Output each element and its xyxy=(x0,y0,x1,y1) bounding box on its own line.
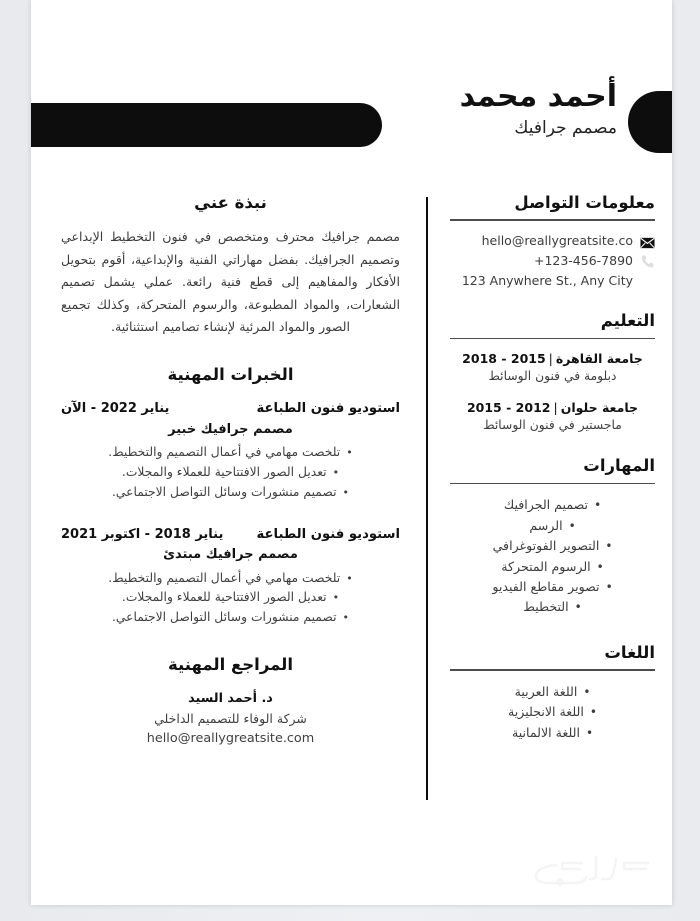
list-item: • اللغة العربية xyxy=(450,682,655,702)
resume-page xyxy=(31,0,672,905)
list-item: • اللغة الانجليزية xyxy=(450,702,655,722)
education-institution: جامعة حلوان xyxy=(560,400,639,416)
experience-role: مصمم جرافيك مبتدئ xyxy=(163,547,298,563)
list-item: • تصوير مقاطع الفيديو xyxy=(450,577,655,597)
section-about xyxy=(61,192,400,338)
experience-role: مصمم جرافيك خبير xyxy=(168,421,293,437)
experience-heading xyxy=(61,525,400,545)
references-title: المراجع المهنية xyxy=(167,655,294,675)
experience-bullets xyxy=(61,569,400,629)
reference-entry xyxy=(61,689,400,750)
candidate-role: مصمم جرافيك xyxy=(514,117,617,138)
contact-phone-row[interactable] xyxy=(450,252,655,271)
skills-rule xyxy=(450,483,655,485)
education-degree: ماجستير في فنون الوسائط xyxy=(483,418,622,433)
languages-title: اللغات xyxy=(604,642,655,662)
education-rule xyxy=(450,338,655,340)
contact-email: hello@reallygreatsite.co xyxy=(481,233,633,249)
list-item: • تعديل الصور الافتتاحية للعملاء والمجلات. xyxy=(61,463,400,483)
list-item: • تعديل الصور الافتتاحية للعملاء والمجلات. xyxy=(61,588,400,608)
candidate-name: أحمد محمد xyxy=(459,79,617,114)
education-degree: دبلومة في فنون الوسائط xyxy=(488,369,617,384)
section-languages xyxy=(450,642,655,743)
education-separator: | xyxy=(548,351,553,367)
list-item: • تصميم منشورات وسائل التواصل الاجتماعي. xyxy=(61,483,400,503)
education-heading xyxy=(450,399,655,417)
experience-organization: استوديو فنون الطباعة xyxy=(256,526,400,542)
skills-title: المهارات xyxy=(583,456,655,476)
reference-company: شركة الوفاء للتصميم الداخلي xyxy=(154,711,307,727)
education-institution: جامعة القاهرة xyxy=(555,351,643,367)
education-title: التعليم xyxy=(600,311,655,331)
experience-heading xyxy=(61,399,400,419)
languages-rule xyxy=(450,669,655,671)
resume-header xyxy=(31,0,672,175)
contact-title: معلومات التواصل xyxy=(514,193,655,212)
contact-rule xyxy=(450,219,655,221)
education-heading xyxy=(450,350,655,368)
experience-entry xyxy=(61,399,400,503)
list-item: • تلخصت مهامي في أعمال التصميم والتخطيط. xyxy=(61,443,400,463)
section-references xyxy=(61,654,400,749)
contact-address: 123 Anywhere St., Any City xyxy=(461,272,633,288)
list-item: • الرسم xyxy=(450,516,655,536)
list-item: • التصوير الفوتوغرافي xyxy=(450,536,655,556)
contact-body xyxy=(450,232,655,290)
education-years: 2012 - 2015 xyxy=(466,400,551,416)
phone-icon xyxy=(640,254,655,269)
experience-organization: استوديو فنون الطباعة xyxy=(256,400,400,416)
education-item xyxy=(450,350,655,386)
contact-phone: +123-456-7890 xyxy=(533,252,633,268)
sidebar-column xyxy=(428,175,672,767)
about-text: مصمم جرافيك محترف ومتخصص في فنون التخطيط الإبداعي وتصميم الجرافيك. بفضل مهاراتي الفنية والإبداعية، أقوم بتحويل الأفكار والمفاهيم إلى قطع فنية رائعة. عملي يشمل تصميم الشعارات، والمواد المطبوعة، والرسوم المتحركة، وكذلك تجميع الصور والمواد المرئية لإنشاء تصاميم استثنائية. xyxy=(61,229,400,335)
list-item: • الرسوم المتحركة xyxy=(450,557,655,577)
section-education xyxy=(450,310,655,435)
experience-entry xyxy=(61,525,400,629)
education-body xyxy=(450,350,655,435)
section-contact xyxy=(450,192,655,290)
reference-email[interactable]: hello@reallygreatsite.com xyxy=(146,731,315,747)
list-item: • اللغة الالمانية xyxy=(450,723,655,743)
contact-email-row[interactable] xyxy=(450,232,655,251)
list-item: • التخطيط xyxy=(450,597,655,617)
header-text-block xyxy=(460,80,617,138)
languages-list xyxy=(450,682,655,743)
experience-title: الخبرات المهنية xyxy=(167,365,294,385)
resume-body xyxy=(31,175,672,767)
skills-list xyxy=(450,495,655,618)
header-black-pill xyxy=(628,91,672,153)
education-years: 2015 - 2018 xyxy=(462,351,546,367)
list-item: • تلخصت مهامي في أعمال التصميم والتخطيط. xyxy=(61,569,400,589)
column-divider xyxy=(426,197,429,800)
experience-date: يناير 2018 - اكتوبر 2021 xyxy=(61,526,224,542)
experience-date: يناير 2022 - الآن xyxy=(61,400,170,416)
education-item xyxy=(450,399,655,435)
main-column xyxy=(31,175,428,767)
header-black-bar xyxy=(31,103,382,147)
site-watermark xyxy=(528,849,658,893)
education-separator: | xyxy=(553,400,558,416)
section-experience xyxy=(61,364,400,628)
experience-bullets xyxy=(61,443,400,503)
list-item: • تصميم منشورات وسائل التواصل الاجتماعي. xyxy=(61,608,400,628)
envelope-icon xyxy=(640,234,655,249)
reference-name: د. أحمد السيد xyxy=(188,690,273,706)
about-title: نبذة عني xyxy=(194,193,267,212)
list-item: • تصميم الجرافيك xyxy=(450,495,655,515)
section-skills xyxy=(450,455,655,618)
